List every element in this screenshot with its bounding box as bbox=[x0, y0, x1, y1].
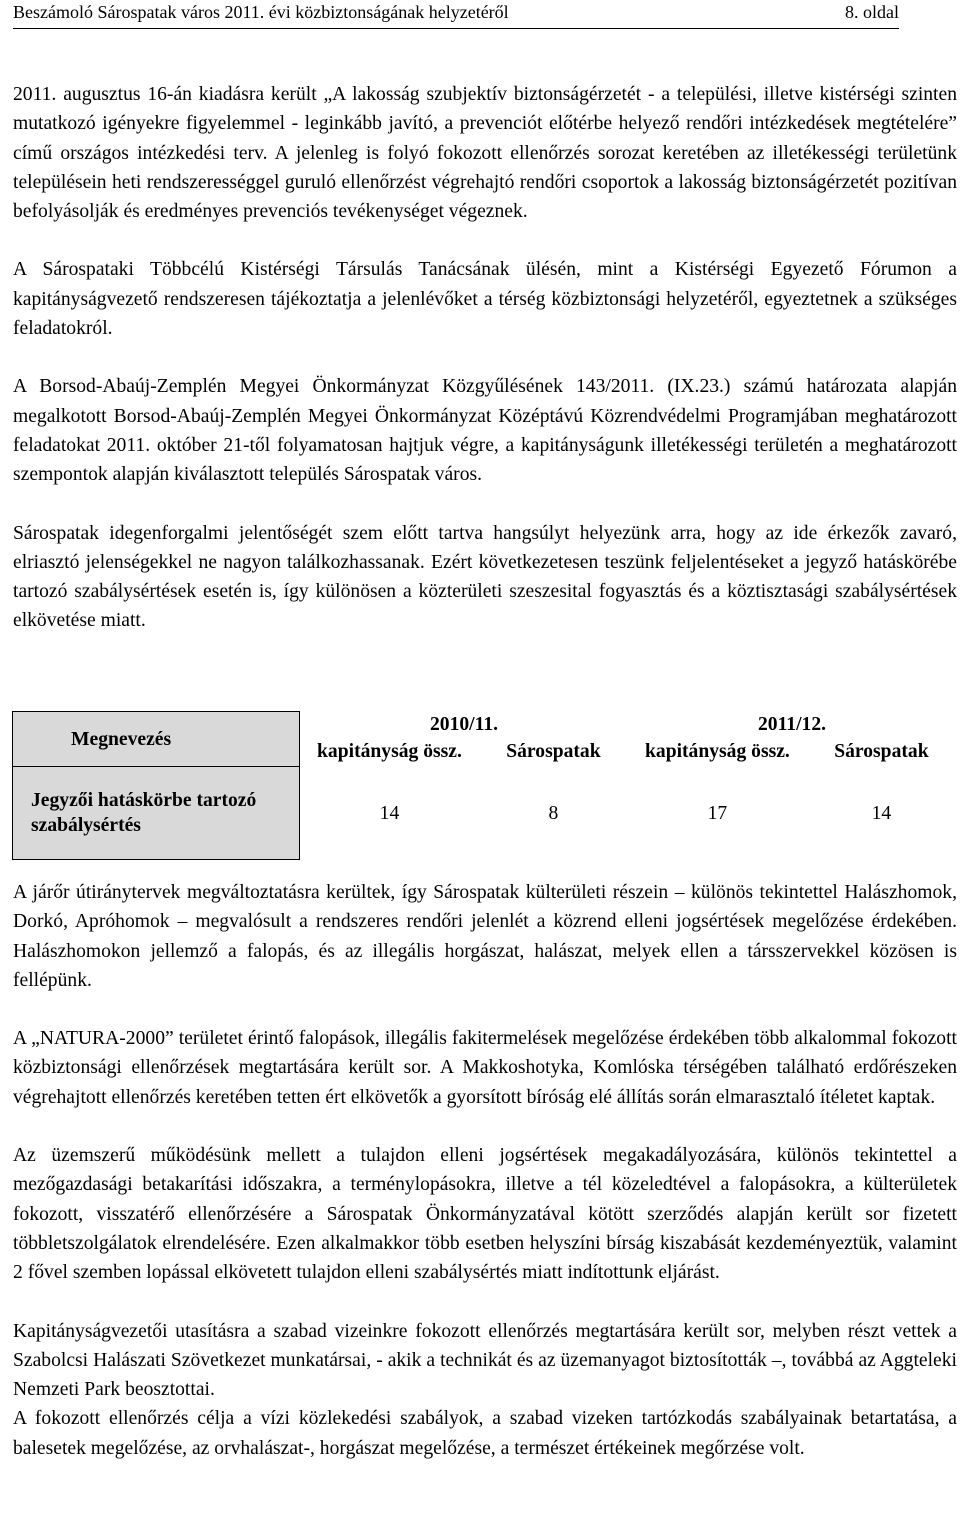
paragraph-6: A „NATURA-2000” területet érintő falopások, illegális fakitermelések megelőzése érdekében több alkalommal fokozott közbiztonsági ellenőrzések megtartására került sor. A Makkoshotyka, Komlóska térségében található erdőrészeken végrehajtott ellenőrzés keretében tetten ért elkövetők a gyorsított bíróság elé állítás során elmarasztaló ítéletet kaptak. bbox=[13, 1028, 957, 1108]
paragraph-4: Sárospatak idegenforgalmi jelentőségét szem előtt tartva hangsúlyt helyezünk arra, hogy az ide érkezők zavaró, elriasztó jelenségekkel ne nagyon találkozhassanak. Ezért következetesen teszünk feljelentéseket a jegyző hatáskörébe tartozó szabálysértések esetén is, így különösen a közterületi szeszesital fogyasztás és a köztisztasági szabálysértések elkövetése miatt. bbox=[13, 522, 957, 632]
subheader-3: kapitányság össz. bbox=[645, 741, 790, 762]
subheader-4: Sárospatak bbox=[834, 741, 929, 762]
paragraph-9: A fokozott ellenőrzés célja a vízi közlekedési szabályok, a szabad vizeken tartózkodás szabályainak betartatása, a balesetek megelőzése, az orvhalászat-, horgászat megelőzése, a természet értékeinek megőrzése volt. bbox=[13, 1408, 957, 1459]
paragraph-5: A járőr útiránytervek megváltoztatásra kerültek, így Sárospatak külterületi részein – különös tekintettel Halászhomok, Dorkó, Apróhomok – megvalósult a rendszeres rendőri jelenlét a közrend elleni jogsértések megelőzése érdekében. Halászhomokon jellemző a falopás, és az illegális horgászat, halászat, melyek ellen a társszervekkel közösen is fellépünk. bbox=[13, 882, 957, 991]
table-cell: 17 bbox=[707, 802, 728, 824]
body-text-top bbox=[13, 80, 957, 636]
document-title: Beszámoló Sárospatak város 2011. évi közbiztonságának helyzetéről bbox=[13, 2, 509, 22]
page-number: 8. oldal bbox=[845, 2, 899, 22]
paragraph-8: Kapitányságvezetői utasításra a szabad vizeinkre fokozott ellenőrzés megtartására került sor, melyben részt vettek a Szabolcsi Halászati Szövetkezet munkatársai, - akik a technikát és az üzemanyagot biztosították –, továbbá az Aggteleki Nemzeti Park beosztottai. bbox=[13, 1320, 957, 1401]
statistics-table bbox=[12, 711, 956, 860]
table-cell: 8 bbox=[548, 802, 559, 824]
body-text-bottom bbox=[13, 878, 957, 1463]
paragraph-1: 2011. augusztus 16-án kiadásra került „A lakosság szubjektív biztonságérzetét - a települési, illetve kistérségi szinten mutatkozó igényekre figyelemmel - leginkább javító, a prevenciót előtérbe helyező rendőri intézkedések megtételére” című országos intézkedési terv. A jelenleg is folyó fokozott ellenőrzés sorozat keretében az illetékességi területünk településein heti rendszerességgel guruló ellenőrzést végrehajtó rendőri csoportok a lakosság biztonságérzetét pozitívan befolyásolják és eredményes prevenciós tevékenységet végeznek. bbox=[13, 84, 957, 223]
year-header-1: 2010/11. bbox=[429, 713, 499, 735]
year-header-2: 2011/12. bbox=[757, 713, 827, 735]
paragraph-2: A Sárospataki Többcélú Kistérségi Társulás Tanácsának ülésén, mint a Kistérségi Egyezető Fórumon a kapitányságvezető rendszeresen tájékoztatja a jelenlévőket a térség közbiztonsági helyzetéről, egyeztetnek a szükséges feladatokról. bbox=[13, 259, 957, 340]
row-label: Jegyzői hatáskörbe tartozó szabálysértés bbox=[13, 767, 300, 860]
table-header-label: Megnevezés bbox=[13, 712, 300, 767]
subheader-2: Sárospatak bbox=[506, 741, 601, 762]
paragraph-3: A Borsod-Abaúj-Zemplén Megyei Önkormányzat Közgyűlésének 143/2011. (IX.23.) számú határozata alapján megalkotott Borsod-Abaúj-Zemplén Megyei Önkormányzat Középtávú Közrendvédelmi Programjában meghatározott feladatokat 2011. október 21-től folyamatosan hajtjuk végre, a kapitányságunk illetékességi területén a meghatározott szempontok alapján kiválasztott település Sárospatak város. bbox=[13, 376, 957, 486]
table-cell: 14 bbox=[379, 802, 400, 824]
table-cell: 14 bbox=[871, 802, 892, 824]
page-header bbox=[13, 0, 899, 29]
subheader-1: kapitányság össz. bbox=[317, 741, 462, 762]
paragraph-7: Az üzemszerű működésünk mellett a tulajdon elleni jogsértések megakadályozására, különös tekintettel a mezőgazdasági betakarítási időszakra, a terménylopásokra, illetve a tél közeledtével a falopásokra, a külterületek fokozott, visszatérő ellenőrzésére a Sárospatak Önkormányzatával kötött szerződés alapján került sor fizetett többletszolgálatok elrendelésére. Ezen alkalmakkor több esetben helyszíni bírság kiszabását kezdeményeztük, valamint 2 fővel szemben lopással elkövetett tulajdon elleni szabálysértés miatt indítottunk eljárást. bbox=[13, 1145, 957, 1284]
